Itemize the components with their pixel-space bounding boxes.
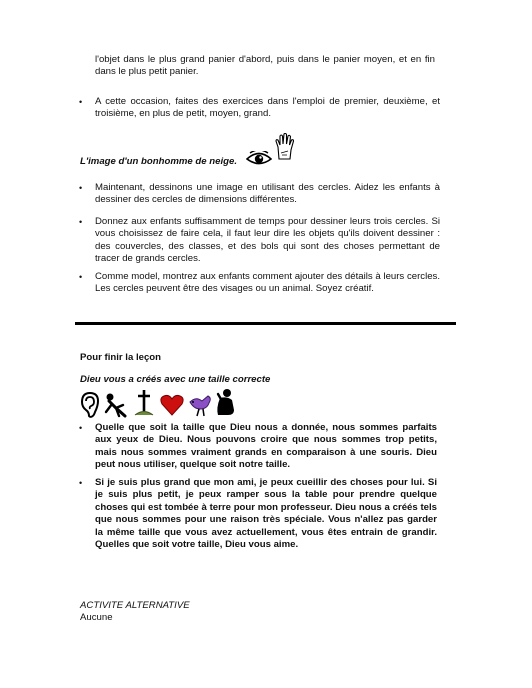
bullet-marker: • [79,272,83,282]
section-divider [75,322,456,325]
snowman-bullet-1: Maintenant, dessinons une image en utilisant des cercles. Aidez les enfants à dessiner des cercles de dimensions différentes. [95,182,440,206]
bullet-marker: • [79,183,83,193]
alternative-title: ACTIVITE ALTERNATIVE [80,600,190,611]
closing-bullet-1: Quelle que soit la taille que Dieu nous a donnée, nous sommes parfaits aux yeux de Dieu. Nous pouvons croire que nous sommes trop petits, mais nous sommes vraiment grands en comparaison à une souris. Dieu peut nous utiliser, quelque soit notre taille. [95,422,437,471]
ear-icon [80,392,100,418]
eye-icon [246,151,272,167]
alternative-value: Aucune [80,612,113,623]
hand-icon [274,133,296,161]
heart-icon [160,394,184,416]
closing-bullet-2: Si je suis plus grand que mon ami, je peux cueillir des choses pour lui. Si je suis plus petit, je peux ramper sous la table pour prendre quelque choses qui est tombée à terre pour mon professeur. Dieu nous a créés tels que nous sommes pour une raison très spéciale. Vous n'allez pas garder la même taille que vous avez actuellement, vous êtes entrain de grandir. Quelles que soit votre taille, Dieu vous aime. [95,477,437,551]
bullet-marker: • [79,217,83,227]
bullet-marker: • [79,478,83,488]
intro-bullet-1: A cette occasion, faites des exercices dans l'emploi de premier, deuxième, et troisième, en plus de petit, moyen, grand. [95,96,440,120]
praying-person-icon [214,388,238,416]
stretching-person-icon [104,392,130,418]
intro-continuation: l'objet dans le plus grand panier d'abord, puis dans le panier moyen, et en fin dans le plus petit panier. [95,54,435,78]
snowman-bullet-2: Donnez aux enfants suffisamment de temps pour dessiner leurs trois cercles. Si vous choisissez de faire cela, il faut leur dire les objets qu'ils doivent dessiner : des couvercles, des classes, et des bols qui sont des choses permettant de tracer de grands cercles. [95,216,440,265]
bullet-marker: • [79,423,83,433]
cross-icon [133,389,155,417]
bullet-marker: • [79,97,83,107]
snowman-bullet-3: Comme model, montrez aux enfants comment ajouter des détails à leurs cercles. Les cercles peuvent être des visages ou un animal. Soyez créatif. [95,271,440,295]
snowman-title: L'image d'un bonhomme de neige. [80,156,238,167]
closing-title: Pour finir la leçon [80,352,162,363]
dove-icon [188,394,214,418]
closing-subtitle: Dieu vous a créés avec une taille correcte [80,374,271,385]
